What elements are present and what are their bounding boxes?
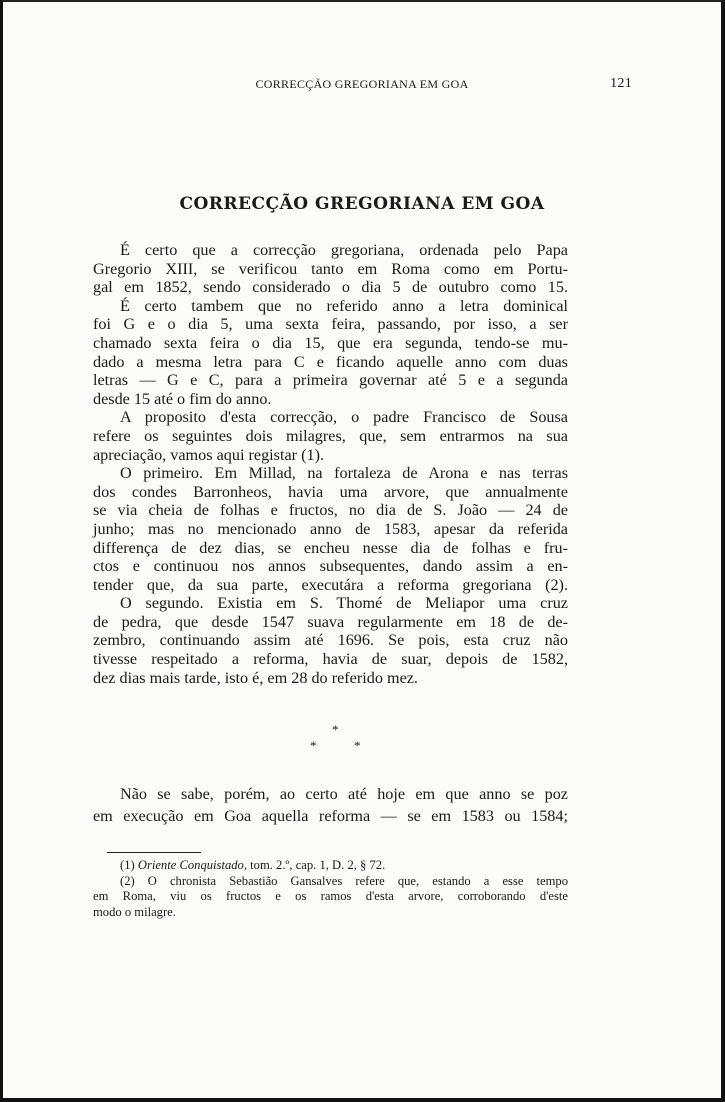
footnote-1 (93, 858, 568, 874)
text-line: chamado sexta feira o dia 15, que era segunda, tendo-se mu- (93, 333, 568, 352)
footnote-reference: tom. 2.º, cap. 1, D. 2, § 72. (250, 858, 386, 872)
footnotes (93, 858, 568, 920)
paragraph-5 (93, 594, 568, 687)
running-head (92, 77, 632, 97)
footnote-rule (107, 852, 201, 853)
text-line: A proposito d'esta correcção, o padre Francisco de Sousa (120, 408, 568, 427)
text-line: Gregorio XIII, se verificou tanto em Roma como em Portu- (93, 259, 568, 278)
text-line: differença de dez dias, se encheu nesse dia de folhas e fru- (93, 538, 568, 557)
text-line: gal em 1852, sendo considerado o dia 5 de outubro como 15. (93, 278, 568, 297)
text-line: dos condes Barronheos, havia uma arvore, que annualmente (93, 482, 568, 501)
text-line: apreciação, vamos aqui registar (1). (93, 445, 325, 464)
text-line: É certo que a correcção gregoriana, ordenada pelo Papa (120, 241, 568, 259)
text-line: em execução em Goa aquella reforma — se em 1583 ou 1584; (93, 807, 568, 825)
asterism-star: * (310, 738, 317, 753)
paragraph-6 (93, 783, 568, 827)
text-line: foi G e o dia 5, uma sexta feira, passando, por isso, a ser (93, 315, 568, 334)
footnote-work-title: Oriente Conquistado, (137, 858, 247, 872)
chapter-title: CORRECÇÃO GREGORIANA EM GOA (179, 194, 545, 214)
paragraph-2 (93, 297, 568, 409)
text-line: refere os seguintes dois milagres, que, sem entrarmos na sua (93, 426, 568, 445)
text-line: desde 15 até o fim do anno. (93, 389, 272, 408)
asterism (300, 722, 374, 762)
text-line: junho; mas no mencionado anno de 1583, apesar da referida (93, 519, 568, 538)
text-line: O primeiro. Em Millad, na fortaleza de Arona e nas terras (120, 464, 568, 483)
page-number: 121 (610, 76, 632, 91)
text-line: tender que, da sua parte, executára a reforma gregoriana (2). (93, 575, 568, 594)
footnote-2-line: (2) O chronista Sebastião Gansalves refere que, estando a esse tempo (120, 873, 568, 888)
paragraph-4 (93, 464, 568, 594)
text-line: letras — G e C, para a primeira governar até 5 e a segunda (93, 371, 568, 390)
body-text (93, 241, 568, 687)
footnote-2-line: em Roma, viu os fructos e os ramos d'esta arvore, corroborando d'este (93, 889, 568, 903)
footnote-2-line: modo o milagre. (93, 904, 176, 919)
running-title: CORRECÇÃO GREGORIANA EM GOA (255, 77, 469, 91)
text-line: Não se sabe, porém, ao certo até hoje em que anno se poz (120, 785, 568, 803)
paragraph-3 (93, 408, 568, 464)
text-line: de pedra, que desde 1547 suava regularmente em 18 de de- (93, 612, 568, 631)
text-line: dado a mesma letra para C e ficando aquelle anno com duas (93, 352, 568, 371)
text-line: zembro, continuando assim até 1696. Se pois, esta cruz não (93, 631, 568, 650)
text-line: É certo tambem que no referido anno a letra dominical (120, 296, 568, 315)
paragraph-1 (93, 241, 568, 297)
asterism-star: * (332, 722, 339, 737)
text-line: O segundo. Existia em S. Thomé de Meliapor uma cruz (120, 594, 568, 613)
asterism-star: * (354, 738, 361, 753)
text-line: tivesse respeitado a reforma, havia de suar, depois de 1582, (93, 650, 568, 669)
text-line: dez dias mais tarde, isto é, em 28 do referido mez. (93, 668, 418, 687)
footnote-marker: (1) (120, 858, 135, 872)
text-line: se via cheia de folhas e fructos, no dia de S. João — 24 de (93, 501, 568, 520)
text-line: ctos e continuou nos annos subsequentes, dando assim a en- (93, 557, 568, 576)
